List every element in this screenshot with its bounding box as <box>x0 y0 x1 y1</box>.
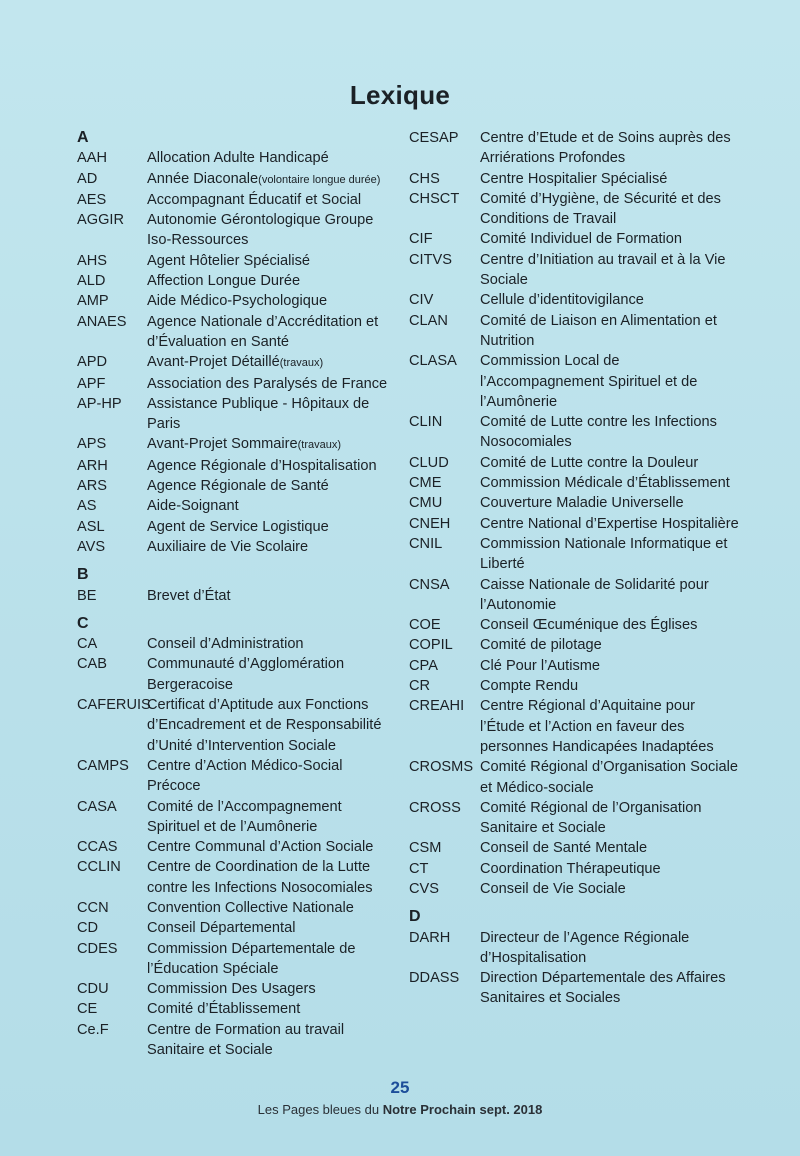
glossary-abbreviation: AS <box>77 498 97 515</box>
glossary-definition-text: Aide-Soignant <box>147 498 239 515</box>
glossary-entry <box>409 656 739 676</box>
glossary-entry <box>77 756 397 797</box>
glossary-abbreviation: ARH <box>77 457 108 474</box>
glossary-definition <box>480 128 739 169</box>
glossary-definition-note: (travaux) <box>297 439 341 452</box>
glossary-entry <box>409 514 739 534</box>
glossary-entry <box>77 654 397 695</box>
glossary-definition <box>480 656 739 676</box>
glossary-entry <box>409 453 739 473</box>
glossary-entry <box>409 838 739 858</box>
glossary-entry <box>77 496 397 516</box>
glossary-entry <box>409 676 739 696</box>
glossary-definition <box>147 939 397 980</box>
glossary-definition-text: Comité de Liaison en Alimentation et Nutrition <box>480 312 717 349</box>
glossary-definition-text: Avant-Projet Sommaire <box>147 436 298 453</box>
glossary-definition <box>480 968 739 1009</box>
glossary-abbreviation: CCLIN <box>77 859 121 876</box>
glossary-definition-text: Comité Individuel de Formation <box>480 231 682 248</box>
glossary-definition-text: Conseil Œcuménique des Églises <box>480 617 698 634</box>
glossary-entry <box>77 979 397 999</box>
glossary-definition <box>147 312 397 353</box>
glossary-entry <box>77 148 397 168</box>
glossary-entry <box>409 169 739 189</box>
glossary-definition-text: Commission Des Usagers <box>147 981 316 998</box>
glossary-definition-text: Comité d’Établissement <box>147 1001 301 1018</box>
glossary-definition <box>147 586 397 606</box>
glossary-definition <box>480 351 739 412</box>
glossary-entry <box>409 534 739 575</box>
glossary-abbreviation: CDU <box>77 981 109 998</box>
glossary-abbreviation: AGGIR <box>77 212 125 229</box>
glossary-entry <box>409 968 739 1009</box>
glossary-abbreviation: CA <box>77 636 98 653</box>
glossary-entry <box>77 586 397 606</box>
glossary-entry <box>77 857 397 898</box>
glossary-entry <box>77 517 397 537</box>
glossary-entry <box>409 473 739 493</box>
glossary-definition-text: Centre d’Action Médico-Social Précoce <box>147 757 343 795</box>
glossary-definition <box>147 210 397 251</box>
glossary-entry <box>77 837 397 857</box>
glossary-entry <box>77 797 397 838</box>
page-number: 25 <box>390 1078 410 1097</box>
glossary-entry <box>77 291 397 311</box>
glossary-left-column <box>77 128 397 1060</box>
glossary-definition <box>147 1020 397 1061</box>
glossary-definition-text: Agent de Service Logistique <box>147 518 329 535</box>
glossary-entry <box>409 189 739 230</box>
glossary-abbreviation: CLUD <box>409 454 449 471</box>
glossary-definition <box>480 250 739 291</box>
glossary-definition <box>480 189 739 230</box>
glossary-definition <box>480 635 739 655</box>
section-letter: B <box>77 566 89 584</box>
glossary-abbreviation: CHS <box>409 170 440 187</box>
glossary-abbreviation: CITVS <box>409 251 452 268</box>
glossary-abbreviation: CD <box>77 920 99 937</box>
glossary-definition <box>147 898 397 918</box>
glossary-definition <box>147 756 397 797</box>
glossary-definition-text: Avant-Projet Détaillé <box>147 354 280 371</box>
glossary-definition <box>147 251 397 271</box>
glossary-definition-text: Commission Médicale d’Établissement <box>480 475 730 492</box>
glossary-definition-text: Comité de Lutte contre la Douleur <box>480 454 699 471</box>
glossary-abbreviation: CAFERUIS <box>77 697 151 714</box>
page-title: Lexique <box>349 80 451 110</box>
glossary-definition <box>147 352 397 373</box>
glossary-entry <box>77 1020 397 1061</box>
glossary-entry <box>409 859 739 879</box>
glossary-definition-text: Agence Régionale d’Hospitalisation <box>147 457 377 474</box>
glossary-abbreviation: CIV <box>409 292 434 309</box>
glossary-definition <box>147 999 397 1019</box>
glossary-definition-text: Direction Départementale des Affaires Sanitaires et Sociales <box>480 970 726 1007</box>
glossary-definition <box>147 857 397 898</box>
glossary-abbreviation: COPIL <box>409 637 453 654</box>
glossary-entry <box>77 394 397 435</box>
publication-prefix: Les Pages bleues du <box>257 1102 383 1117</box>
glossary-definition <box>147 169 397 190</box>
glossary-definition-text: Assistance Publique - Hôpitaux de Paris <box>147 395 370 433</box>
glossary-abbreviation: CLAN <box>409 312 448 329</box>
glossary-definition <box>147 291 397 311</box>
glossary-definition <box>147 654 397 695</box>
glossary-definition-text: Clé Pour l’Autisme <box>480 657 601 674</box>
glossary-abbreviation: CR <box>409 678 431 695</box>
glossary-definition-text: Centre de Formation au travail Sanitaire et Sociale <box>147 1021 345 1059</box>
glossary-entry <box>409 351 739 412</box>
glossary-definition-text: Caisse Nationale de Solidarité pour l’Autonomie <box>480 576 709 613</box>
glossary-entry <box>77 352 397 373</box>
glossary-entry <box>77 537 397 557</box>
glossary-definition <box>480 169 739 189</box>
glossary-abbreviation: AES <box>77 191 107 208</box>
glossary-abbreviation: CASA <box>77 798 117 815</box>
glossary-definition-text: Aide Médico-Psychologique <box>147 293 328 310</box>
glossary-entry <box>77 434 397 455</box>
glossary-definition <box>480 676 739 696</box>
glossary-entry <box>409 757 739 798</box>
glossary-definition-text: Commission Local de l’Accompagnement Spirituel et de l’Aumônerie <box>480 353 698 410</box>
glossary-abbreviation: CREAHI <box>409 698 465 715</box>
glossary-definition-text: Allocation Adulte Handicapé <box>147 150 329 167</box>
glossary-definition-text: Brevet d’État <box>147 587 231 604</box>
publication-name: Notre Prochain sept. 2018 <box>382 1102 543 1117</box>
glossary-abbreviation: CHSCT <box>409 190 460 207</box>
glossary-definition <box>147 797 397 838</box>
glossary-abbreviation: CDES <box>77 940 118 957</box>
glossary-definition <box>147 374 397 394</box>
glossary-abbreviation: ALD <box>77 273 106 290</box>
glossary-definition <box>480 229 739 249</box>
glossary-definition <box>480 696 739 757</box>
glossary-definition-text: Certificat d’Aptitude aux Fonctions d’Encadrement et de Responsabilité d’Unité d’Intervention Sociale <box>147 697 382 754</box>
glossary-definition <box>480 290 739 310</box>
glossary-abbreviation: COE <box>409 617 441 634</box>
glossary-abbreviation: CAMPS <box>77 757 129 774</box>
glossary-entry <box>77 918 397 938</box>
glossary-entry <box>77 456 397 476</box>
glossary-abbreviation: CPA <box>409 657 438 674</box>
glossary-abbreviation: AP-HP <box>77 395 122 412</box>
glossary-abbreviation: BE <box>77 587 97 604</box>
glossary-definition <box>480 473 739 493</box>
glossary-definition <box>480 514 739 534</box>
glossary-entry <box>77 999 397 1019</box>
glossary-definition-text: Conseil de Vie Sociale <box>480 880 626 897</box>
glossary-definition <box>480 412 739 453</box>
glossary-abbreviation: CCN <box>77 899 109 916</box>
glossary-abbreviation: CCAS <box>77 839 118 856</box>
glossary-entry <box>77 271 397 291</box>
glossary-definition-text: Centre Hospitalier Spécialisé <box>480 170 668 187</box>
glossary-abbreviation: DARH <box>409 929 451 946</box>
glossary-entry <box>409 493 739 513</box>
glossary-definition <box>147 837 397 857</box>
glossary-abbreviation: ARS <box>77 478 108 495</box>
glossary-entry <box>409 311 739 352</box>
glossary-definition-text: Centre Régional d’Aquitaine pour l’Étude et l’Action en faveur des personnes Handicapées Inadaptées <box>480 698 714 755</box>
glossary-abbreviation: CNEH <box>409 515 451 532</box>
glossary-definition <box>147 537 397 557</box>
glossary-abbreviation: CESAP <box>409 130 459 146</box>
glossary-definition-text: Directeur de l’Agence Régionale d’Hospitalisation <box>480 929 690 966</box>
glossary-abbreviation: CT <box>409 860 429 877</box>
glossary-abbreviation: ANAES <box>77 313 127 330</box>
glossary-definition <box>147 695 397 756</box>
glossary-definition-text: Centre National d’Expertise Hospitalière <box>480 515 739 532</box>
glossary-entry <box>409 128 739 169</box>
glossary-abbreviation: CSM <box>409 840 442 857</box>
glossary-definition-text: Commission Départementale de l’Éducation Spéciale <box>147 940 356 977</box>
glossary-entry <box>77 312 397 353</box>
glossary-abbreviation: CAB <box>77 656 108 673</box>
glossary-definition-text: Agent Hôtelier Spécialisé <box>147 252 311 269</box>
glossary-definition <box>480 575 739 616</box>
glossary-definition <box>480 534 739 575</box>
glossary-definition-text: Compte Rendu <box>480 678 579 695</box>
glossary-definition <box>147 517 397 537</box>
glossary-definition <box>147 918 397 938</box>
glossary-definition <box>480 838 739 858</box>
glossary-abbreviation: APS <box>77 436 107 453</box>
glossary-definition-text: Centre de Coordination de la Lutte contre les Infections Nosocomiales <box>147 859 373 896</box>
glossary-abbreviation: AHS <box>77 252 108 269</box>
glossary-entry <box>409 412 739 453</box>
glossary-entry <box>409 575 739 616</box>
glossary-definition <box>480 311 739 352</box>
glossary-definition <box>147 434 397 455</box>
glossary-definition-text: Agence Régionale de Santé <box>147 478 329 495</box>
glossary-definition-text: Communauté d’Agglomération Bergeracoise <box>147 656 345 693</box>
glossary-entry <box>409 635 739 655</box>
glossary-entry <box>409 290 739 310</box>
glossary-entry <box>77 251 397 271</box>
glossary-definition-text: Centre d’Initiation au travail et à la Vie Sociale <box>480 251 726 289</box>
glossary-definition <box>147 148 397 168</box>
glossary-entry <box>77 190 397 210</box>
glossary-definition-text: Convention Collective Nationale <box>147 899 354 916</box>
glossary-entry <box>77 476 397 496</box>
glossary-definition-text: Comité de Lutte contre les Infections Nosocomiales <box>480 414 717 451</box>
glossary-abbreviation: CIF <box>409 231 433 248</box>
glossary-abbreviation: CMU <box>409 495 443 512</box>
glossary-abbreviation: CLIN <box>409 414 443 431</box>
glossary-abbreviation: CROSMS <box>409 759 474 776</box>
glossary-definition-text: Commission Nationale Informatique et Liberté <box>480 535 728 573</box>
glossary-definition-text: Auxiliaire de Vie Scolaire <box>147 538 309 555</box>
glossary-abbreviation: CVS <box>409 880 440 897</box>
glossary-definition <box>480 798 739 839</box>
glossary-entry <box>409 879 739 899</box>
glossary-entry <box>409 696 739 757</box>
glossary-definition-text: Autonomie Gérontologique Groupe Iso-Ressources <box>147 212 374 249</box>
section-letter: D <box>409 908 421 926</box>
glossary-entry <box>409 798 739 839</box>
glossary-right-column <box>409 128 739 1009</box>
glossary-definition <box>480 928 739 969</box>
glossary-definition <box>147 634 397 654</box>
glossary-definition-text: Association des Paralysés de France <box>147 375 388 392</box>
glossary-definition-text: Comité Régional de l’Organisation Sanitaire et Sociale <box>480 799 702 837</box>
glossary-definition-text: Comité Régional d’Organisation Sociale et Médico-sociale <box>480 759 738 796</box>
glossary-definition-text: Comité de pilotage <box>480 637 602 654</box>
glossary-entry <box>409 615 739 635</box>
glossary-definition-text: Agence Nationale d’Accréditation et d’Évaluation en Santé <box>147 313 379 350</box>
glossary-definition-text: Coordination Thérapeutique <box>480 860 661 877</box>
glossary-definition-text: Cellule d’identitovigilance <box>480 292 644 309</box>
glossary-entry <box>77 939 397 980</box>
glossary-abbreviation: APF <box>77 375 106 392</box>
glossary-entry <box>409 928 739 969</box>
glossary-entry <box>77 695 397 756</box>
glossary-definition-text: Accompagnant Éducatif et Social <box>147 191 362 208</box>
glossary-entry <box>409 250 739 291</box>
glossary-definition-text: Comité d’Hygiène, de Sécurité et des Conditions de Travail <box>480 190 721 228</box>
glossary-definition-text: Affection Longue Durée <box>147 273 301 290</box>
glossary-abbreviation: DDASS <box>409 970 460 987</box>
glossary-abbreviation: AAH <box>77 150 108 167</box>
glossary-definition <box>480 615 739 635</box>
glossary-definition <box>147 979 397 999</box>
glossary-definition-text: Couverture Maladie Universelle <box>480 495 684 512</box>
glossary-abbreviation: CLASA <box>409 353 457 370</box>
glossary-entry <box>409 229 739 249</box>
glossary-definition <box>480 453 739 473</box>
glossary-definition-text: Conseil Départemental <box>147 920 296 937</box>
glossary-entry <box>77 898 397 918</box>
glossary-entry <box>77 374 397 394</box>
glossary-definition-text: Conseil de Santé Mentale <box>480 840 648 857</box>
section-letter: C <box>77 614 89 632</box>
glossary-definition <box>480 493 739 513</box>
glossary-entry <box>77 210 397 251</box>
glossary-abbreviation: CNSA <box>409 576 450 593</box>
glossary-entry <box>77 169 397 190</box>
glossary-definition <box>147 271 397 291</box>
glossary-definition <box>480 757 739 798</box>
glossary-abbreviation: ASL <box>77 518 105 535</box>
glossary-definition-text: Centre Communal d’Action Sociale <box>147 839 374 856</box>
glossary-definition-text: Conseil d’Administration <box>147 636 304 653</box>
glossary-abbreviation: CNIL <box>409 535 443 552</box>
glossary-definition <box>480 879 739 899</box>
glossary-abbreviation: AMP <box>77 293 109 310</box>
glossary-abbreviation: APD <box>77 354 108 371</box>
glossary-definition-note: (travaux) <box>279 357 324 370</box>
glossary-abbreviation: AVS <box>77 538 106 555</box>
glossary-entry <box>77 634 397 654</box>
glossary-definition <box>480 859 739 879</box>
glossary-definition <box>147 496 397 516</box>
glossary-abbreviation: AD <box>77 170 98 187</box>
glossary-abbreviation: CROSS <box>409 799 461 816</box>
glossary-definition-text: Centre d’Etude et de Soins auprès des Arriérations Profondes <box>480 130 731 167</box>
glossary-definition-note: (volontaire longue durée) <box>258 173 381 186</box>
glossary-definition-text: Comité de l’Accompagnement Spirituel et de l’Aumônerie <box>147 798 342 835</box>
glossary-definition <box>147 394 397 435</box>
glossary-definition-text: Année Diaconale <box>147 170 259 187</box>
section-letter: A <box>77 129 89 146</box>
glossary-abbreviation: CE <box>77 1001 98 1018</box>
glossary-definition <box>147 456 397 476</box>
glossary-abbreviation: Ce.F <box>77 1021 109 1038</box>
publication-credit <box>0 1102 800 1117</box>
glossary-abbreviation: CME <box>409 475 442 492</box>
glossary-definition <box>147 190 397 210</box>
glossary-definition <box>147 476 397 496</box>
